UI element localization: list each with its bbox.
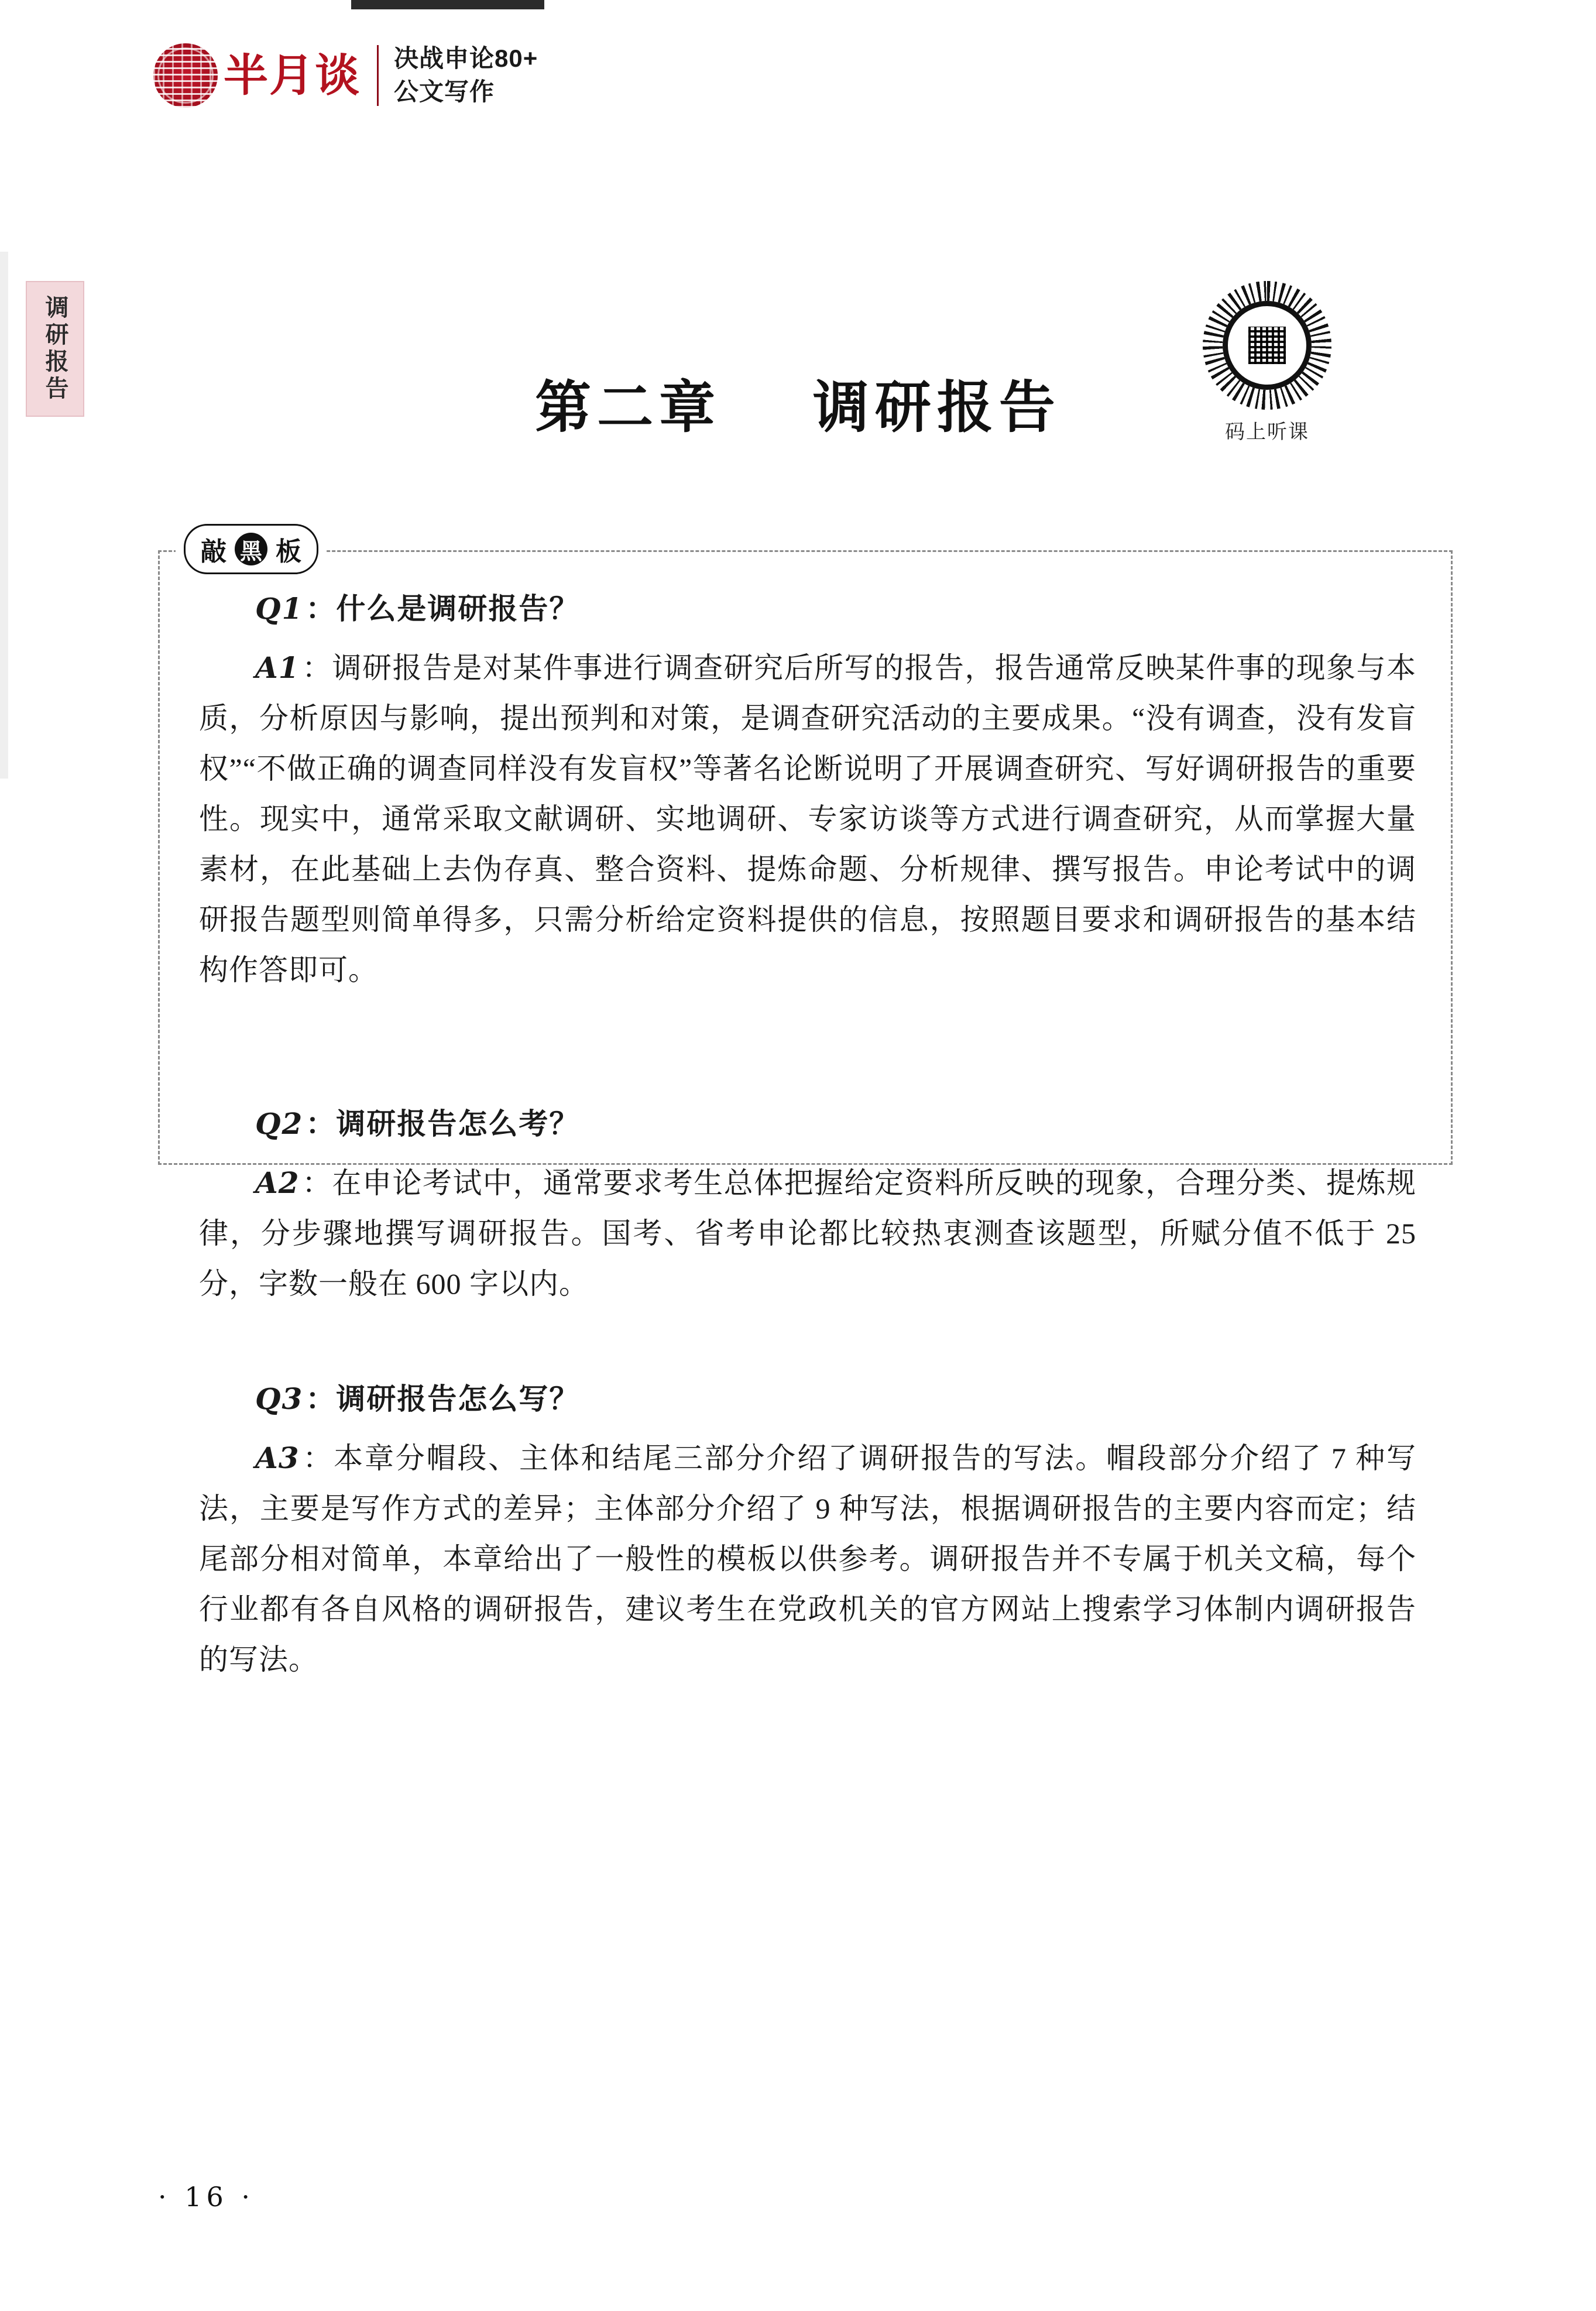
qr-section[interactable]: [1194, 281, 1340, 444]
answer-paragraph-2: [199, 1158, 1416, 1309]
answer-paragraph-3: [199, 1433, 1416, 1685]
question-text-3: ：调研报告怎么写？: [306, 1383, 580, 1415]
left-bleed-mark: [0, 252, 8, 779]
brand-divider: [377, 45, 379, 106]
page-title: [0, 363, 1596, 443]
answer-text-3: ：本章分帽段、主体和结尾三部分介绍了调研报告的写法。帽段部分介绍了 7 种写法，主要是写作方式的差异；主体部分介绍了 9 种写法，根据调研报告的主要内容而定；结尾部分相对简单，本章给出了一般性的模板以供参考。调研报告并不专属于机关文稿，每个行业都有各自风格的调研报告，建议考生在党政机关的官方网站上搜索学习体制内调研报告的写法。: [199, 1442, 1416, 1676]
qa-item-3: [199, 1376, 1416, 1685]
qr-code-icon[interactable]: [1203, 281, 1331, 410]
globe-logo-icon: [153, 43, 218, 108]
question-line-2: [199, 1100, 1416, 1143]
side-tab-label: 调研报告: [42, 295, 68, 403]
question-text-1: ：什么是调研报告？: [306, 592, 580, 625]
top-bleed-mark: [351, 0, 544, 9]
section-badge-oval: [184, 524, 318, 574]
badge-char-2: 黑: [235, 533, 267, 565]
section-badge: [176, 524, 327, 574]
brand-name: 半月谈: [224, 49, 361, 101]
badge-char-3: 板: [276, 537, 301, 566]
qr-caption: 码上听课: [1225, 421, 1309, 443]
question-tag-3: Q3: [255, 1381, 304, 1416]
chapter-name: 调研报告: [812, 374, 1061, 440]
qa-item-2: [199, 1100, 1416, 1309]
answer-tag-2: A2: [255, 1165, 300, 1200]
answer-paragraph-1: [199, 643, 1416, 995]
question-text-2: ：调研报告怎么考？: [306, 1108, 580, 1140]
answer-tag-3: A3: [255, 1441, 300, 1475]
answer-text-2: ：在申论考试中，通常要求考生总体把握给定资料所反映的现象，合理分类、提炼规律，分步骤地撰写调研报告。国考、省考申论都比较热衷测查该题型，所赋分值不低于 25 分，字数一般在 600 字以内。: [199, 1167, 1416, 1300]
page-number: · 16 ·: [158, 2181, 255, 2213]
question-line-1: [199, 585, 1416, 628]
brand-subtitle-line-1: 决战申论80+: [394, 44, 538, 72]
question-tag-1: Q1: [255, 591, 304, 626]
badge-char-1: 敲: [201, 537, 226, 566]
qa-item-1: [199, 585, 1416, 995]
answer-tag-1: A1: [255, 650, 300, 685]
question-line-3: [199, 1376, 1416, 1418]
chapter-number: 第二章: [535, 374, 722, 440]
question-tag-2: Q2: [255, 1106, 304, 1141]
brand-subtitle: [394, 42, 538, 108]
brand-header: [153, 42, 538, 108]
brand-subtitle-line-2: 公文写作: [394, 77, 495, 105]
answer-text-1: ：调研报告是对某件事进行调查研究后所写的报告，报告通常反映某件事的现象与本质，分析原因与影响，提出预判和对策，是调查研究活动的主要成果。“没有调查，没有发盲权”“不做正确的调查同样没有发盲权”等著名论断说明了开展调查研究、写好调研报告的重要性。现实中，通常采取文献调研、实地调研、专家访谈等方式进行调查研究，从而掌握大量素材，在此基础上去伪存真、整合资料、提炼命题、分析规律、撰写报告。申论考试中的调研报告题型则简单得多，只需分析给定资料提供的信息，按照题目要求和调研报告的基本结构作答即可。: [199, 652, 1416, 986]
